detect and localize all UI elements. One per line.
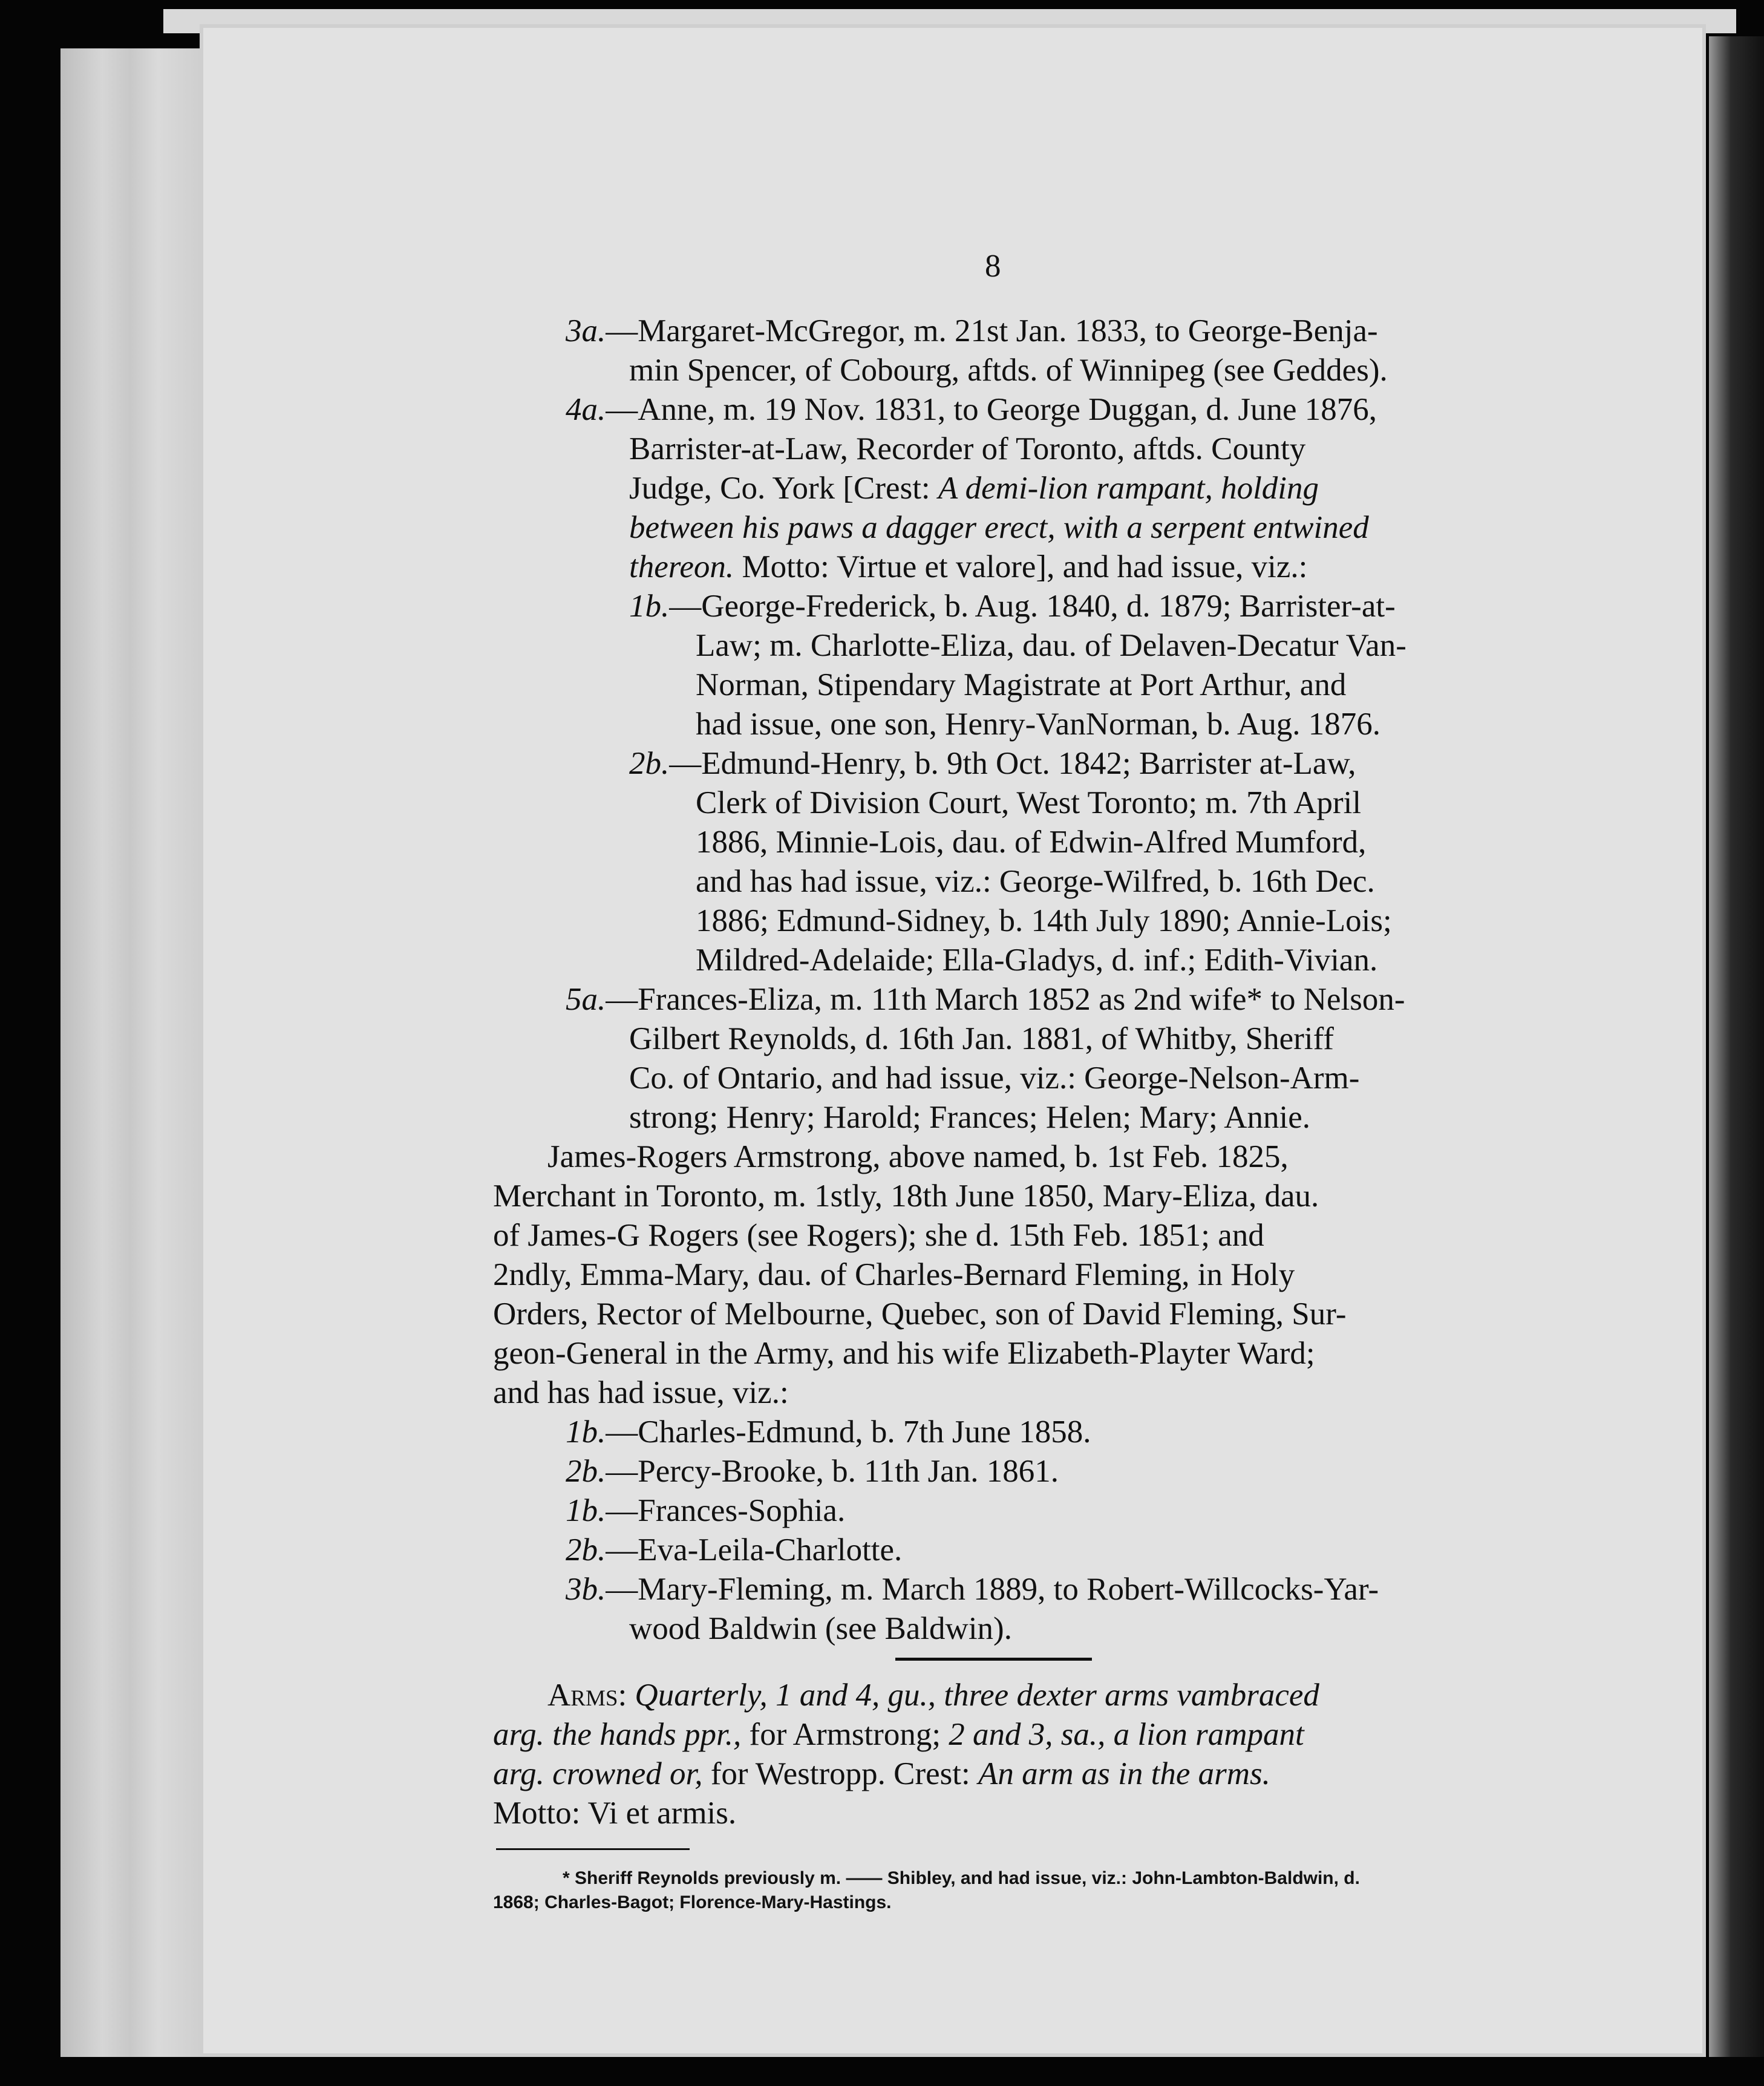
text-line: James-Rogers Armstrong, above named, b. 1st Feb. 1825,: [547, 1139, 1289, 1174]
text-line: and has had issue, viz.: George-Wilfred, b. 16th Dec.: [696, 864, 1375, 899]
footnote-line: 1868; Charles-Bagot; Florence-Mary-Hastings.: [493, 1892, 892, 1912]
list-item: [566, 1570, 1379, 1609]
list-item: [629, 1609, 1012, 1649]
footnote-line: * Sheriff Reynolds previously m. —— Shibley, and had issue, viz.: John-Lambton-Baldwin, d.: [563, 1868, 1360, 1888]
text-line: for Armstrong;: [741, 1717, 949, 1752]
entry-mark: 3b.: [566, 1572, 606, 1607]
crest-text: thereon.: [629, 549, 734, 584]
entry-mark: 2b.: [566, 1454, 606, 1489]
entry-mark: 1b.: [566, 1493, 606, 1528]
blazon-text: arg. the hands ppr.,: [493, 1717, 742, 1752]
blazon-text: Quarterly, 1 and 4, gu., three dexter arms vambraced: [635, 1678, 1319, 1713]
text-line: —Edmund-Henry, b. 9th Oct. 1842; Barrister at-Law,: [669, 746, 1356, 781]
entry-mark: 3a.: [566, 313, 606, 348]
crest-text: A demi-lion rampant, holding: [938, 471, 1319, 506]
list-item: [566, 1531, 902, 1570]
text-line: Orders, Rector of Melbourne, Quebec, son of David Fleming, Sur-: [493, 1296, 1347, 1332]
text-line: :: [618, 1678, 635, 1713]
text-line: Co. of Ontario, and had issue, viz.: George-Nelson-Arm-: [629, 1061, 1360, 1096]
text-line: min Spencer, of Cobourg, aftds. of Winnipeg (see Geddes).: [629, 353, 1388, 388]
entry-mark: 1b.: [566, 1414, 606, 1450]
text-line: had issue, one son, Henry-VanNorman, b. Aug. 1876.: [696, 707, 1380, 742]
text-line: —Percy-Brooke, b. 11th Jan. 1861.: [606, 1454, 1059, 1489]
text-line: —Margaret-McGregor, m. 21st Jan. 1833, to George-Benja-: [606, 313, 1378, 348]
text-line: for Westropp. Crest:: [702, 1756, 978, 1791]
text-line: Gilbert Reynolds, d. 16th Jan. 1881, of Whitby, Sheriff: [629, 1021, 1334, 1056]
text-line: Norman, Stipendary Magistrate at Port Arthur, and: [696, 667, 1347, 702]
text-line: Judge, Co. York [Crest:: [629, 471, 938, 506]
text-line: Clerk of Division Court, West Toronto; m. 7th April: [696, 785, 1362, 820]
text-line: 2ndly, Emma-Mary, dau. of Charles-Bernard Fleming, in Holy: [493, 1257, 1295, 1292]
text-line: —Eva-Leila-Charlotte.: [606, 1532, 903, 1568]
blazon-text: An arm as in the arms.: [978, 1756, 1270, 1791]
text-line: wood Baldwin (see Baldwin).: [629, 1611, 1012, 1646]
text-line: —Frances-Eliza, m. 11th March 1852 as 2nd wife* to Nelson-: [606, 982, 1405, 1017]
text-line: —Anne, m. 19 Nov. 1831, to George Duggan, d. June 1876,: [606, 392, 1377, 427]
text-line: Merchant in Toronto, m. 1stly, 18th June 1850, Mary-Eliza, dau.: [493, 1179, 1319, 1214]
text-line: —Charles-Edmund, b. 7th June 1858.: [606, 1414, 1091, 1450]
section-divider: [895, 1658, 1092, 1661]
crest-text: between his paws a dagger erect, with a serpent entwined: [629, 510, 1369, 545]
motto-line: Motto: Vi et armis.: [493, 1796, 737, 1831]
text-line: strong; Henry; Harold; Frances; Helen; Mary; Annie.: [629, 1100, 1310, 1135]
footnote-divider: [496, 1848, 690, 1850]
text-line: —Frances-Sophia.: [606, 1493, 846, 1528]
page-gutter-shadow: [1709, 36, 1764, 2057]
arms-label: Arms: [547, 1678, 618, 1713]
list-item: [566, 1452, 1059, 1491]
text-line: —Mary-Fleming, m. March 1889, to Robert-Willcocks-Yar-: [606, 1572, 1379, 1607]
entry-mark: 4a.: [566, 392, 606, 427]
list-item: [566, 1491, 845, 1531]
text-line: Law; m. Charlotte-Eliza, dau. of Delaven-Decatur Van-: [696, 628, 1406, 663]
text-line: geon-General in the Army, and his wife Elizabeth-Playter Ward;: [493, 1336, 1315, 1371]
text-line: of James-G Rogers (see Rogers); she d. 15th Feb. 1851; and: [493, 1218, 1264, 1253]
entry-mark: 2b.: [566, 1532, 606, 1568]
text-line: Mildred-Adelaide; Ella-Gladys, d. inf.; Edith-Vivian.: [696, 943, 1378, 978]
text-line: 1886, Minnie-Lois, dau. of Edwin-Alfred Mumford,: [696, 825, 1367, 860]
text-line: —George-Frederick, b. Aug. 1840, d. 1879; Barrister-at-: [669, 589, 1396, 624]
entry-mark: 1b.: [629, 589, 670, 624]
page-number: 8: [985, 249, 1001, 284]
text-line: and has had issue, viz.:: [493, 1375, 789, 1410]
blazon-text: 2 and 3, sa., a lion rampant: [949, 1717, 1304, 1752]
footnote: [563, 1866, 1360, 1891]
blazon-text: arg. crowned or,: [493, 1756, 703, 1791]
entry-mark: 5a.: [566, 982, 606, 1017]
list-item: [566, 1413, 1091, 1452]
text-line: 1886; Edmund-Sidney, b. 14th July 1890; Annie-Lois;: [696, 903, 1392, 938]
text-line: Motto: Virtue et valore], and had issue, viz.:: [734, 549, 1308, 584]
entry-mark: 2b.: [629, 746, 670, 781]
text-line: Barrister-at-Law, Recorder of Toronto, aftds. County: [629, 431, 1306, 466]
footnote: [493, 1891, 892, 1915]
page-stack-edge: [60, 48, 200, 2057]
